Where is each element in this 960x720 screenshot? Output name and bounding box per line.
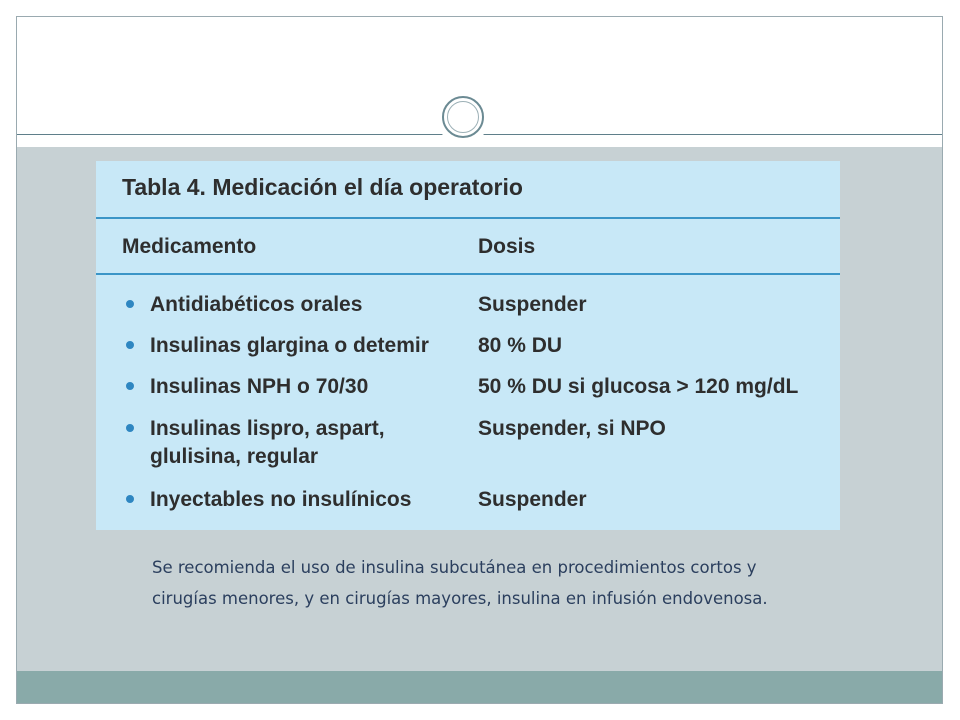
row-dose: Suspender, si NPO [478, 417, 666, 440]
table-rule-header [96, 273, 840, 275]
table-title: Tabla 4. Medicación el día operatorio [122, 174, 523, 200]
bullet-icon [126, 300, 134, 308]
bullet-icon [126, 341, 134, 349]
row-medication: Inyectables no insulínicos [150, 488, 412, 511]
row-medication: Insulinas NPH o 70/30 [150, 375, 369, 398]
row-dose: 50 % DU si glucosa > 120 mg/dL [478, 375, 799, 398]
column-header-dose: Dosis [478, 235, 536, 258]
bullet-icon [126, 495, 134, 503]
note-paragraph: Se recomienda el uso de insulina subcutánea en procedimientos cortos y cirugías menores, y en cirugías mayores, insulina en infusión endovenosa. [152, 558, 768, 608]
row-dose: Suspender [478, 488, 587, 511]
row-medication: Insulinas lispro, aspart, glulisina, regular [150, 417, 385, 468]
row-dose: 80 % DU [478, 334, 563, 357]
row-medication: Antidiabéticos orales [150, 293, 363, 316]
column-header-medication: Medicamento [122, 235, 257, 258]
bullet-icon [126, 382, 134, 390]
row-dose: Suspender [478, 293, 587, 316]
decorative-ring-inner [447, 101, 479, 133]
bullet-icon [126, 424, 134, 432]
slide-footer-band [17, 671, 942, 703]
table-rule-top [96, 217, 840, 219]
medication-table [96, 161, 840, 530]
row-medication: Insulinas glargina o detemir [150, 334, 429, 357]
